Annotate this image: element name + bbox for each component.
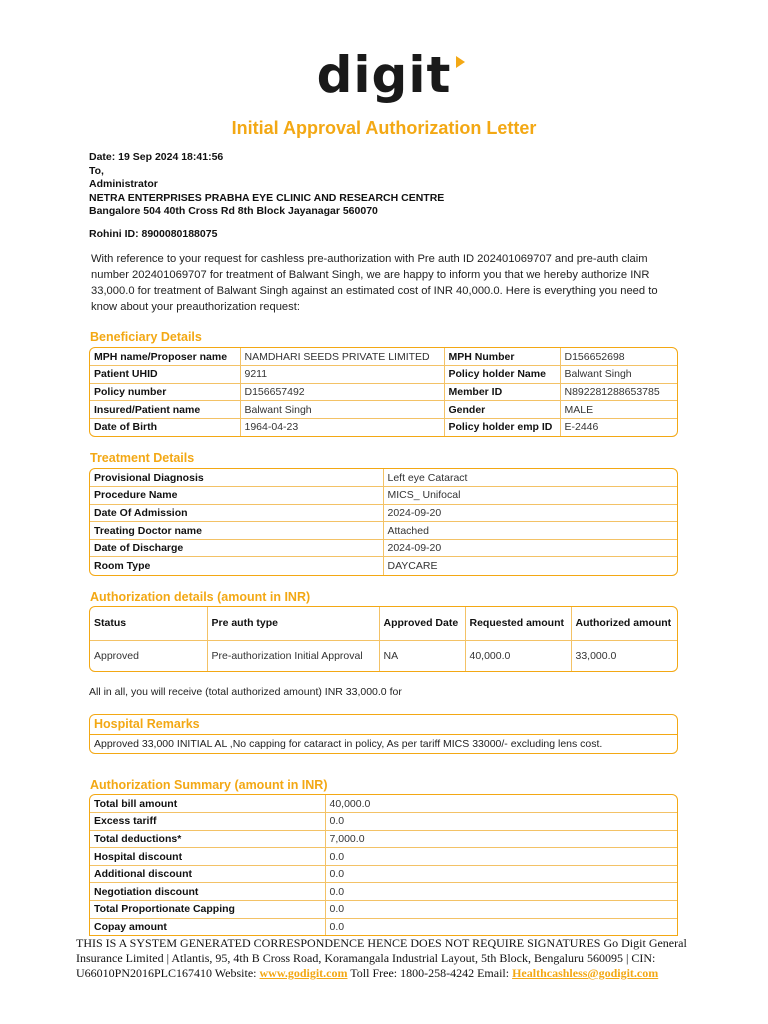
field-value: MICS_ Unifocal xyxy=(383,487,677,505)
field-value: 2024-09-20 xyxy=(383,539,677,557)
field-label: Policy holder emp ID xyxy=(444,418,560,436)
field-value: Balwant Singh xyxy=(560,366,677,384)
field-label: Date Of Admission xyxy=(90,504,383,522)
field-value: E-2446 xyxy=(564,421,599,434)
field-label: MPH name/Proposer name xyxy=(90,348,240,366)
table-row xyxy=(90,522,677,540)
hospital-remarks xyxy=(89,714,678,754)
table-row xyxy=(90,539,677,557)
field-value: 2024-09-20 xyxy=(383,504,677,522)
table-row xyxy=(90,848,677,866)
total-authorized-line: All in all, you will receive (total authorized amount) INR 33,000.0 for xyxy=(89,686,402,698)
table-row xyxy=(90,418,677,436)
beneficiary-table xyxy=(89,347,678,437)
field-label: Room Type xyxy=(90,557,383,575)
treatment-title: Treatment Details xyxy=(90,451,195,465)
letter-header xyxy=(89,151,444,219)
field-label: Patient UHID xyxy=(90,366,240,384)
letter-date: Date: 19 Sep 2024 18:41:56 xyxy=(89,151,224,163)
auth-header-authorized: Authorized amount xyxy=(571,607,677,640)
addressee: Administrator xyxy=(89,178,158,191)
table-row xyxy=(90,504,677,522)
field-value: D156652698 xyxy=(560,348,677,366)
rohini-id: Rohini ID: 8900080188075 xyxy=(89,228,218,240)
table-row xyxy=(90,901,677,919)
field-value: 7,000.0 xyxy=(325,830,677,848)
field-value: 1964-04-23 xyxy=(240,418,444,436)
table-row xyxy=(90,557,677,575)
field-label: Negotiation discount xyxy=(90,883,325,901)
field-value: 0.0 xyxy=(325,901,677,919)
field-label: Provisional Diagnosis xyxy=(90,469,383,487)
table-row xyxy=(90,487,677,505)
field-label: Date of Discharge xyxy=(90,539,383,557)
table-row xyxy=(90,883,677,901)
field-value: Balwant Singh xyxy=(240,401,444,419)
beneficiary-title: Beneficiary Details xyxy=(90,330,202,344)
auth-requested: 40,000.0 xyxy=(465,640,571,671)
auth-header-status: Status xyxy=(90,607,207,640)
digit-logo xyxy=(0,46,768,106)
footer-tollfree: Toll Free: 1800-258-4242 Email: xyxy=(347,966,513,980)
letter-title: Initial Approval Authorization Letter xyxy=(231,118,537,138)
auth-summary-table xyxy=(89,794,678,936)
table-row xyxy=(90,865,677,883)
footer-text: THIS IS A SYSTEM GENERATED CORRESPONDENCE HENCE DOES NOT REQUIRE SIGNATURES Go Digit General Insurance Limited | Atlantis, 95, 4th B Cross Road, Koramangala Industrial Layout, 5th Block, Bengaluru 560095 | CIN: U66010PN2016PLC167410 Website: xyxy=(76,936,687,980)
auth-status: Approved xyxy=(90,640,207,671)
field-value: 0.0 xyxy=(325,883,677,901)
website-link[interactable]: www.godigit.com xyxy=(259,966,348,980)
field-label: Excess tariff xyxy=(90,813,325,831)
auth-authorized: 33,000.0 xyxy=(575,649,617,662)
field-value: NAMDHARI SEEDS PRIVATE LIMITED xyxy=(240,348,444,366)
hospital-name: NETRA ENTERPRISES PRABHA EYE CLINIC AND RESEARCH CENTRE xyxy=(89,191,445,204)
field-label: Total bill amount xyxy=(90,795,325,813)
table-row xyxy=(90,813,677,831)
field-value: 9211 xyxy=(240,366,444,384)
table-row xyxy=(90,348,677,366)
auth-summary-title: Authorization Summary (amount in INR) xyxy=(90,778,328,792)
field-label: Total Proportionate Capping xyxy=(90,901,325,919)
field-value: 40,000.0 xyxy=(325,795,677,813)
table-row xyxy=(90,366,677,384)
auth-header-approved-date: Approved Date xyxy=(379,607,465,640)
field-label: Additional discount xyxy=(90,865,325,883)
field-label: Member ID xyxy=(444,383,560,401)
table-row xyxy=(90,830,677,848)
table-row xyxy=(90,383,677,401)
table-row xyxy=(90,918,677,936)
auth-approved-date: NA xyxy=(379,640,465,671)
field-value: 0.0 xyxy=(329,921,345,934)
authorization-table xyxy=(89,606,678,672)
authorization-title: Authorization details (amount in INR) xyxy=(90,590,311,604)
field-value: DAYCARE xyxy=(387,560,438,573)
field-label: Insured/Patient name xyxy=(90,401,240,419)
hospital-address: Bangalore 504 40th Cross Rd 8th Block Jayanagar 560070 xyxy=(89,205,378,218)
authorization-header-row xyxy=(90,607,677,640)
table-row xyxy=(90,401,677,419)
remarks-title: Hospital Remarks xyxy=(90,715,677,735)
authorization-row xyxy=(90,640,677,671)
auth-header-requested: Requested amount xyxy=(465,607,571,640)
auth-header-type: Pre auth type xyxy=(207,607,379,640)
field-value: 0.0 xyxy=(325,848,677,866)
field-label: Total deductions* xyxy=(90,830,325,848)
field-value: Attached xyxy=(383,522,677,540)
intro-paragraph: With reference to your request for cashless pre-authorization with Pre auth ID 202401069707 and pre-auth claim number 202401069707 for treatment of Balwant Singh, we are happy to inform you that we hereby authorize INR 33,000.0 for treatment of Balwant Singh against an estimated cost of INR 40,000.0. Here is everything you need to know about your preauthorization request: xyxy=(91,253,658,313)
field-label: Treating Doctor name xyxy=(90,522,383,540)
logo-accent-icon xyxy=(456,56,465,68)
footer xyxy=(76,936,696,981)
auth-type: Pre-authorization Initial Approval xyxy=(207,640,379,671)
table-row xyxy=(90,469,677,487)
logo-text: digit xyxy=(317,50,452,106)
field-value: D156657492 xyxy=(240,383,444,401)
field-label: Policy number xyxy=(90,383,240,401)
field-label: Hospital discount xyxy=(90,848,325,866)
letter-to: To, xyxy=(89,164,104,177)
table-row xyxy=(90,795,677,813)
field-value: N892281288653785 xyxy=(560,383,677,401)
field-label: MPH Number xyxy=(444,348,560,366)
field-label: Date of Birth xyxy=(90,418,240,436)
field-label: Gender xyxy=(444,401,560,419)
treatment-table xyxy=(89,468,678,576)
field-label: Copay amount xyxy=(90,918,325,936)
field-value: Left eye Cataract xyxy=(383,469,677,487)
field-label: Policy holder Name xyxy=(444,366,560,384)
field-value: 0.0 xyxy=(325,813,677,831)
email-link[interactable]: Healthcashless@godigit.com xyxy=(512,966,659,980)
field-value: MALE xyxy=(560,401,677,419)
field-label: Procedure Name xyxy=(90,487,383,505)
field-value: 0.0 xyxy=(325,865,677,883)
remarks-text: Approved 33,000 INITIAL AL ,No capping for cataract in policy, As per tariff MICS 33000/- excluding lens cost. xyxy=(94,738,603,750)
